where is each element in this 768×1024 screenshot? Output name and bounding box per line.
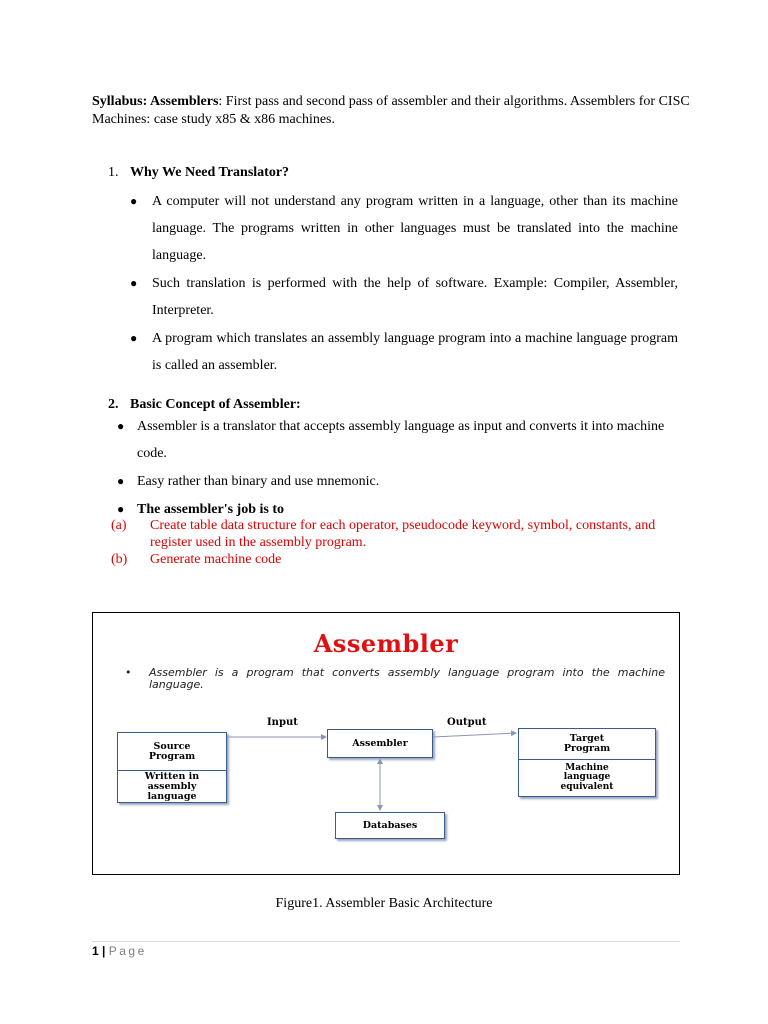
syllabus-paragraph bbox=[92, 93, 692, 129]
list-item: ● A computer will not understand any program written in a language, other than its machine language. The programs written in other languages must be translated into the machine language. bbox=[130, 188, 678, 269]
footer-divider bbox=[92, 941, 680, 942]
output-label: Output bbox=[447, 717, 487, 728]
source-program-box bbox=[117, 732, 227, 803]
footer-separator: | bbox=[98, 944, 109, 958]
page-number: 1 bbox=[92, 944, 99, 958]
list-item: (b) Generate machine code bbox=[111, 552, 282, 567]
bullet-icon: ● bbox=[117, 419, 125, 433]
figure-caption: Figure1. Assembler Basic Architecture bbox=[275, 896, 493, 911]
syllabus-label: Syllabus: Assemblers bbox=[92, 94, 219, 109]
assembler-jobs-list bbox=[111, 517, 681, 568]
section-1-title: Why We Need Translator? bbox=[130, 165, 290, 180]
list-item: ● A program which translates an assembly language program into a machine language program is called an assembler. bbox=[130, 325, 678, 379]
databases-box: Databases bbox=[335, 812, 445, 839]
section-1-bullets bbox=[130, 188, 678, 379]
bullet-icon: ● bbox=[117, 474, 125, 488]
section-2-number: 2. bbox=[108, 397, 119, 412]
section-1-number: 1. bbox=[108, 165, 119, 180]
figure-title: Assembler bbox=[313, 629, 459, 658]
section-2-title: Basic Concept of Assembler: bbox=[130, 397, 301, 412]
target-box-title: Target Program bbox=[563, 733, 611, 754]
syllabus-text: : First pass and second pass of assembler and their algorithms. Assemblers for CISC Machines: case study x85 & x86 machines. bbox=[92, 94, 690, 127]
section-2-heading bbox=[108, 396, 301, 414]
bullet-icon: ● bbox=[130, 194, 138, 208]
source-box-detail: Written in assembly language bbox=[144, 771, 200, 802]
bullet-icon: ● bbox=[130, 276, 138, 290]
list-item: ● The assembler's job is to bbox=[117, 496, 677, 523]
page-word: Page bbox=[108, 944, 147, 958]
output-arrow bbox=[433, 733, 516, 737]
source-box-title: Source Program bbox=[148, 741, 196, 762]
page-footer bbox=[92, 944, 147, 958]
assembler-architecture-figure bbox=[92, 612, 680, 875]
figure-description: • Assembler is a program that converts assembly language program into the machine language. bbox=[125, 666, 665, 691]
list-item: ● Easy rather than binary and use mnemonic. bbox=[117, 468, 677, 495]
bullet-icon: ● bbox=[130, 331, 138, 345]
list-item: (a) Create table data structure for each operator, pseudocode keyword, symbol, constants, and register used in the assembly program. bbox=[111, 518, 656, 550]
figure-bullet: • bbox=[125, 666, 132, 679]
section-2-bullets bbox=[117, 413, 677, 523]
section-1-heading bbox=[108, 164, 289, 182]
list-item: ● Assembler is a translator that accepts assembly language as input and converts it into machine code. bbox=[117, 413, 677, 467]
box-divider bbox=[519, 759, 655, 760]
target-program-box bbox=[518, 728, 656, 797]
target-box-detail: Machine language equivalent bbox=[560, 762, 614, 792]
assembler-box: Assembler bbox=[327, 729, 433, 758]
bullet-icon: ● bbox=[117, 502, 125, 516]
list-item: ● Such translation is performed with the help of software. Example: Compiler, Assembler, Interpreter. bbox=[130, 270, 678, 324]
input-label: Input bbox=[267, 717, 298, 728]
